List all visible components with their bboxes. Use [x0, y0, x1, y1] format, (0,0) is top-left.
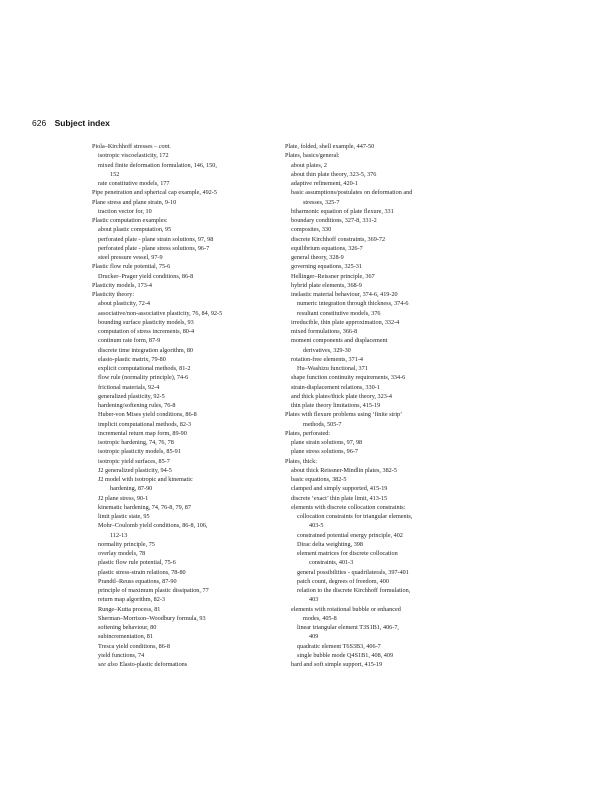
index-entry-text: incremental return map form, 89-90 [98, 429, 187, 437]
page-header [32, 118, 110, 128]
index-entry-text: composites, 330 [291, 226, 332, 234]
index-entry-text: normality principle, 75 [98, 540, 155, 548]
index-entry-text: Plasticity models, 173-4 [92, 281, 152, 289]
index-entry-text: Plates, basics/general: [285, 152, 340, 160]
index-entry [285, 623, 475, 632]
index-entry [285, 660, 475, 669]
index-entry-text: continum rate form, 87-9 [98, 337, 161, 345]
index-entry-text: generalized plasticity, 92-5 [98, 392, 165, 400]
index-entry [285, 373, 475, 382]
index-entry-text: boundary conditions, 327-8, 331-2 [291, 217, 377, 224]
index-entry-text: resultant constitutive models, 376 [297, 309, 381, 317]
index-entry [285, 262, 475, 271]
index-entry [285, 512, 475, 521]
index-entry [92, 429, 288, 438]
index-entry [92, 309, 288, 318]
index-entry-text: about plastic computation, 95 [98, 226, 172, 234]
index-entry [285, 235, 475, 244]
index-entry-text: clamped and simply supported, 415-19 [291, 485, 388, 493]
index-entry [285, 336, 475, 345]
index-entry [92, 410, 288, 419]
index-entry-text: patch count, degrees of freedom, 400 [297, 577, 389, 585]
index-entry-text: subincrementation, 81 [98, 633, 153, 641]
index-entry-text: isotropic hardening, 74, 76, 78 [98, 439, 174, 446]
index-entry-text: 152 [110, 170, 120, 178]
index-entry-text: Plane stress and plane strain, 9-10 [92, 198, 177, 206]
index-entry [285, 438, 475, 447]
index-entry [92, 392, 288, 401]
index-entry [285, 253, 475, 262]
index-entry [285, 244, 475, 253]
index-entry [285, 475, 475, 484]
index-entry [92, 151, 288, 160]
index-entry-text: element matrices for discrete collocation [297, 550, 398, 557]
index-entry [285, 198, 475, 207]
index-entry [285, 651, 475, 660]
index-entry [92, 198, 288, 207]
index-entry [285, 420, 475, 429]
index-entry-text: Elasto-plastic deformations [117, 661, 188, 668]
index-entry [92, 623, 288, 632]
index-entry-text: Plastic computation examples: [92, 217, 168, 224]
index-entry-text: mixed finite deformation formulation, 146, 150, [98, 161, 217, 169]
index-entry [285, 355, 475, 364]
index-entry-text: Hellinger–Reissner principle, 367 [291, 272, 375, 280]
index-entry-text: collocation constraints for triangular elements, [297, 513, 413, 520]
index-entry [92, 235, 288, 244]
index-entry [92, 466, 288, 475]
index-entry-text: 409 [309, 633, 319, 641]
index-entry-text: thin plate theory limitations, 415-19 [291, 402, 381, 409]
index-entry [92, 447, 288, 456]
index-entry [92, 262, 288, 271]
index-entry [285, 605, 475, 614]
index-entry-text: computation of stress increments, 80-4 [98, 328, 195, 335]
index-entry [92, 207, 288, 216]
index-entry-text: adaptive refinement, 420-1 [291, 180, 358, 187]
index-entry [92, 475, 288, 484]
index-entry [92, 577, 288, 586]
index-entry [285, 632, 475, 641]
index-entry-text: elasto-plastic matrix, 79-80 [98, 355, 166, 363]
index-entry [92, 188, 288, 197]
index-entry [285, 170, 475, 179]
index-entry [285, 577, 475, 586]
index-entry-text: see also [98, 661, 118, 668]
index-entry-text: overlay models, 78 [98, 550, 146, 557]
index-entry-text: linear triangular element T3S1B1, 406-7, [297, 624, 399, 631]
index-entry [285, 383, 475, 392]
index-entry [92, 531, 288, 540]
index-entry [285, 299, 475, 308]
index-entry [92, 244, 288, 253]
index-entry-text: rate constitutive models, 177 [98, 180, 170, 187]
index-entry-text: plastic stress-strain relations, 78-80 [98, 568, 186, 576]
index-entry [92, 568, 288, 577]
index-entry-text: Plates with flexure problems using ‘finite strip’ [285, 411, 403, 419]
index-entry-text: Dirac delta weighting, 398 [297, 540, 363, 548]
index-entry-text: hard and soft simple support, 415-19 [291, 661, 383, 668]
index-entry-text: kinematic hardening, 74, 76-8, 79, 87 [98, 503, 191, 511]
index-entry-text: constraints, 401-3 [309, 559, 354, 567]
index-entry-text: J2 model with isotropic and kinematic [98, 476, 193, 483]
index-entry-text: Plates, thick: [285, 457, 317, 465]
index-entry [92, 457, 288, 466]
index-entry-text: 403 [309, 596, 319, 604]
index-entry [285, 207, 475, 216]
index-entry [285, 531, 475, 540]
index-entry [92, 272, 288, 281]
index-entry-text: associative/non-associative plasticity, 76, 84, 92-5 [98, 309, 223, 317]
index-entry [285, 447, 475, 456]
index-entry [92, 373, 288, 382]
index-entry-text: isotropic viscoelasticity, 172 [98, 152, 169, 160]
index-entry-text: about plates, 2 [291, 161, 327, 169]
index-entry [92, 438, 288, 447]
index-entry [92, 651, 288, 660]
index-entry-text: irreducible, thin plate approximation, 332-4 [291, 318, 400, 326]
index-entry-text: rotation-free elements, 371-4 [291, 355, 363, 363]
index-entry [92, 549, 288, 558]
index-entry [285, 586, 475, 595]
index-entry-text: biharmonic equation of plate flexure, 331 [291, 207, 394, 215]
index-entry [285, 225, 475, 234]
index-entry-text: Plastic flow rule potential, 75-6 [92, 263, 171, 271]
index-entry [285, 216, 475, 225]
page-title: Subject index [54, 118, 110, 128]
index-entry-text: yield functions, 74 [98, 651, 145, 659]
index-entry-text: modes, 405-8 [303, 614, 337, 622]
index-entry-text: plane strain solutions, 97, 98 [291, 439, 363, 446]
index-entry-text: Tresca yield conditions, 86-8 [98, 642, 170, 650]
index-entry-text: constrained potential energy principle, 402 [297, 531, 403, 539]
index-entry [92, 383, 288, 392]
index-entry [285, 558, 475, 567]
index-entry [285, 595, 475, 604]
index-entry [285, 309, 475, 318]
index-entry [285, 179, 475, 188]
index-entry-text: basic assumptions/postulates on deformation and [291, 189, 413, 197]
index-entry [285, 151, 475, 160]
index-entry [92, 142, 288, 151]
index-entry [285, 614, 475, 623]
index-entry-text: perforated plate - plane strain solutions, 97, 98 [98, 235, 214, 243]
index-entry-text: Mohr–Coulomb yield conditions, 86-8, 106, [98, 522, 208, 530]
index-entry-text: shape function continuity requirements, 334-6 [291, 374, 406, 382]
index-entry [92, 355, 288, 364]
index-entry [92, 614, 288, 623]
index-entry-text: quadratic element T6S3B3, 406-7 [297, 642, 381, 650]
index-entry-text: relation to the discrete Kirchhoff formulation, [297, 587, 411, 594]
index-entry-text: plastic flow rule potential, 75-6 [98, 559, 176, 567]
index-entry-text: Huber-von Mises yield conditions, 86-8 [98, 411, 197, 419]
index-entry [92, 299, 288, 308]
index-entry-text: inelastic material behaviour, 374-6, 419-20 [291, 291, 398, 298]
index-entry [92, 179, 288, 188]
index-entry [285, 272, 475, 281]
index-entry [285, 484, 475, 493]
index-entry-text: hardening/softening rules, 76-8 [98, 402, 176, 409]
index-entry [285, 188, 475, 197]
index-entry [285, 503, 475, 512]
index-entry-text: Plate, folded, shell example, 447-50 [285, 143, 375, 150]
index-entry [285, 346, 475, 355]
index-entry-text: general possibilities - quadrilaterals, 397-401 [297, 568, 409, 576]
index-entry [92, 216, 288, 225]
index-entry [92, 642, 288, 651]
index-entry [92, 605, 288, 614]
index-entry [92, 484, 288, 493]
index-entry [92, 420, 288, 429]
index-entry [92, 503, 288, 512]
page-number: 626 [32, 118, 47, 128]
index-entry-text: perforated plate - plane stress solutions, 96-7 [98, 244, 210, 252]
index-entry-text: elements with discrete collocation constraints: [291, 503, 406, 511]
index-entry [285, 364, 475, 373]
index-entry [92, 336, 288, 345]
index-entry [285, 466, 475, 475]
index-entry-text: about thin plate theory, 323-5, 376 [291, 170, 377, 178]
index-entry [285, 568, 475, 577]
index-entry [92, 660, 288, 669]
index-entry [285, 327, 475, 336]
index-entry [285, 281, 475, 290]
index-entry [285, 318, 475, 327]
index-entry [285, 521, 475, 530]
index-entry [92, 253, 288, 262]
index-entry [92, 401, 288, 410]
index-entry-text: discrete time integration algorithm, 80 [98, 346, 194, 354]
index-entry-text: traction vector for, 10 [98, 207, 152, 215]
index-entry [92, 521, 288, 530]
index-entry-text: bounding surface plasticity models, 93 [98, 318, 194, 326]
index-entry [285, 161, 475, 170]
index-entry-text: Runge–Kutta process, 81 [98, 605, 161, 613]
index-entry-text: softening behaviour, 80 [98, 624, 157, 631]
index-entry [92, 161, 288, 170]
index-entry-text: derivatives, 329-30 [303, 346, 351, 354]
index-entry [92, 595, 288, 604]
index-entry [92, 281, 288, 290]
index-entry-text: Piola–Kirchhoff stresses – [92, 143, 159, 150]
index-entry-text: isotropic yield surfaces, 85-7 [98, 457, 170, 465]
index-entry [92, 364, 288, 373]
index-entry-text: governing equations, 325-31 [291, 263, 362, 271]
index-entry-text: 403-5 [309, 522, 324, 530]
index-entry-text: hardening, 87-90 [110, 485, 153, 493]
index-entry-text: plane stress solutions, 96-7 [291, 448, 359, 456]
index-entry [285, 142, 475, 151]
index-entry-text: implicit computational methods, 82-3 [98, 420, 192, 428]
index-entry-text: explicit computational methods, 81-2 [98, 365, 191, 372]
index-entry-text: isotropic plasticity models, 85-91 [98, 448, 181, 456]
index-entry [92, 290, 288, 299]
index-column-right [285, 142, 475, 669]
index-entry-text: single bubble mode Q4S1B1, 408, 409 [297, 651, 394, 659]
index-column-left [92, 142, 288, 669]
index-entry [285, 494, 475, 503]
index-entry-text: limit plastic state, 95 [98, 513, 150, 520]
index-entry [285, 457, 475, 466]
index-entry-text: about thick Reissner-Mindlin plates, 382-5 [291, 466, 397, 474]
index-entry [285, 410, 475, 419]
index-entry [285, 540, 475, 549]
index-entry [92, 586, 288, 595]
index-entry-text: Sherman–Morrison–Woodbury formula, 93 [98, 614, 206, 622]
index-entry-text: elements with rotational bubble or enhanced [291, 605, 401, 613]
index-entry-text: general theory, 328-9 [291, 254, 344, 261]
index-entry-text: return map algorithm, 82-3 [98, 596, 166, 604]
index-entry-text: 112-13 [110, 531, 128, 539]
index-entry-text: Hu–Washizu functional, 371 [297, 365, 368, 372]
index-entry [285, 429, 475, 438]
index-entry [285, 401, 475, 410]
index-entry [92, 558, 288, 567]
index-entry-text: principle of maximum plastic dissipation, 77 [98, 587, 209, 594]
index-entry-text: equilibrium equations, 326-7 [291, 244, 363, 252]
index-entry-text: numeric integration through thickness, 374-6 [297, 300, 409, 308]
index-entry-text: Prandtl–Reuss equations, 87-90 [98, 577, 177, 585]
index-entry-text: cont. [158, 143, 171, 150]
index-entry-text: strain-displacement relations, 330-1 [291, 383, 380, 391]
index-entry [92, 494, 288, 503]
index-entry [285, 392, 475, 401]
index-entry-text: discrete Kirchhoff constraints, 369-72 [291, 235, 386, 243]
index-entry [92, 540, 288, 549]
index-entry-text: and thick plates/thick plate theory, 323-4 [291, 392, 392, 400]
index-entry [92, 225, 288, 234]
index-entry-text: flow rule (normality principle), 74-6 [98, 374, 189, 382]
index-entry [285, 549, 475, 558]
index-entry [92, 327, 288, 336]
index-entry-text: Drucker–Prager yield conditions, 86-8 [98, 272, 194, 280]
index-entry-text: about plasticity, 72-4 [98, 300, 151, 308]
index-entry-text: basic equations, 382-5 [291, 476, 347, 483]
index-entry [92, 170, 288, 179]
index-entry-text: mixed formulations, 366-8 [291, 328, 358, 335]
index-entry-text: frictional materials, 92-4 [98, 383, 160, 391]
index-entry-text: Pipe penetration and spherical cap example, 492-5 [92, 189, 217, 197]
index-entry-text: methods, 505-7 [303, 420, 342, 428]
index-entry [92, 512, 288, 521]
index-entry-text: discrete ‘exact’ thin plate limit, 413-15 [291, 494, 388, 502]
index-entry-text: stresses, 325-7 [303, 198, 340, 206]
index-entry-text: moment components and displacement [291, 337, 388, 345]
index-entry [285, 642, 475, 651]
index-entry-text: J2 plane stress, 90-1 [98, 494, 149, 502]
index-entry [92, 346, 288, 355]
index-entry-text: Plates, perforated: [285, 429, 331, 437]
index-entry-text: hybrid plate elements, 368-9 [291, 281, 362, 289]
index-entry [92, 318, 288, 327]
index-entry [92, 632, 288, 641]
index-entry [285, 290, 475, 299]
index-entry-text: J2 generalized plasticity, 94-5 [98, 466, 172, 474]
index-entry-text: Plasticity theory: [92, 291, 135, 298]
index-entry-text: steel pressure vessel, 97-9 [98, 254, 163, 261]
